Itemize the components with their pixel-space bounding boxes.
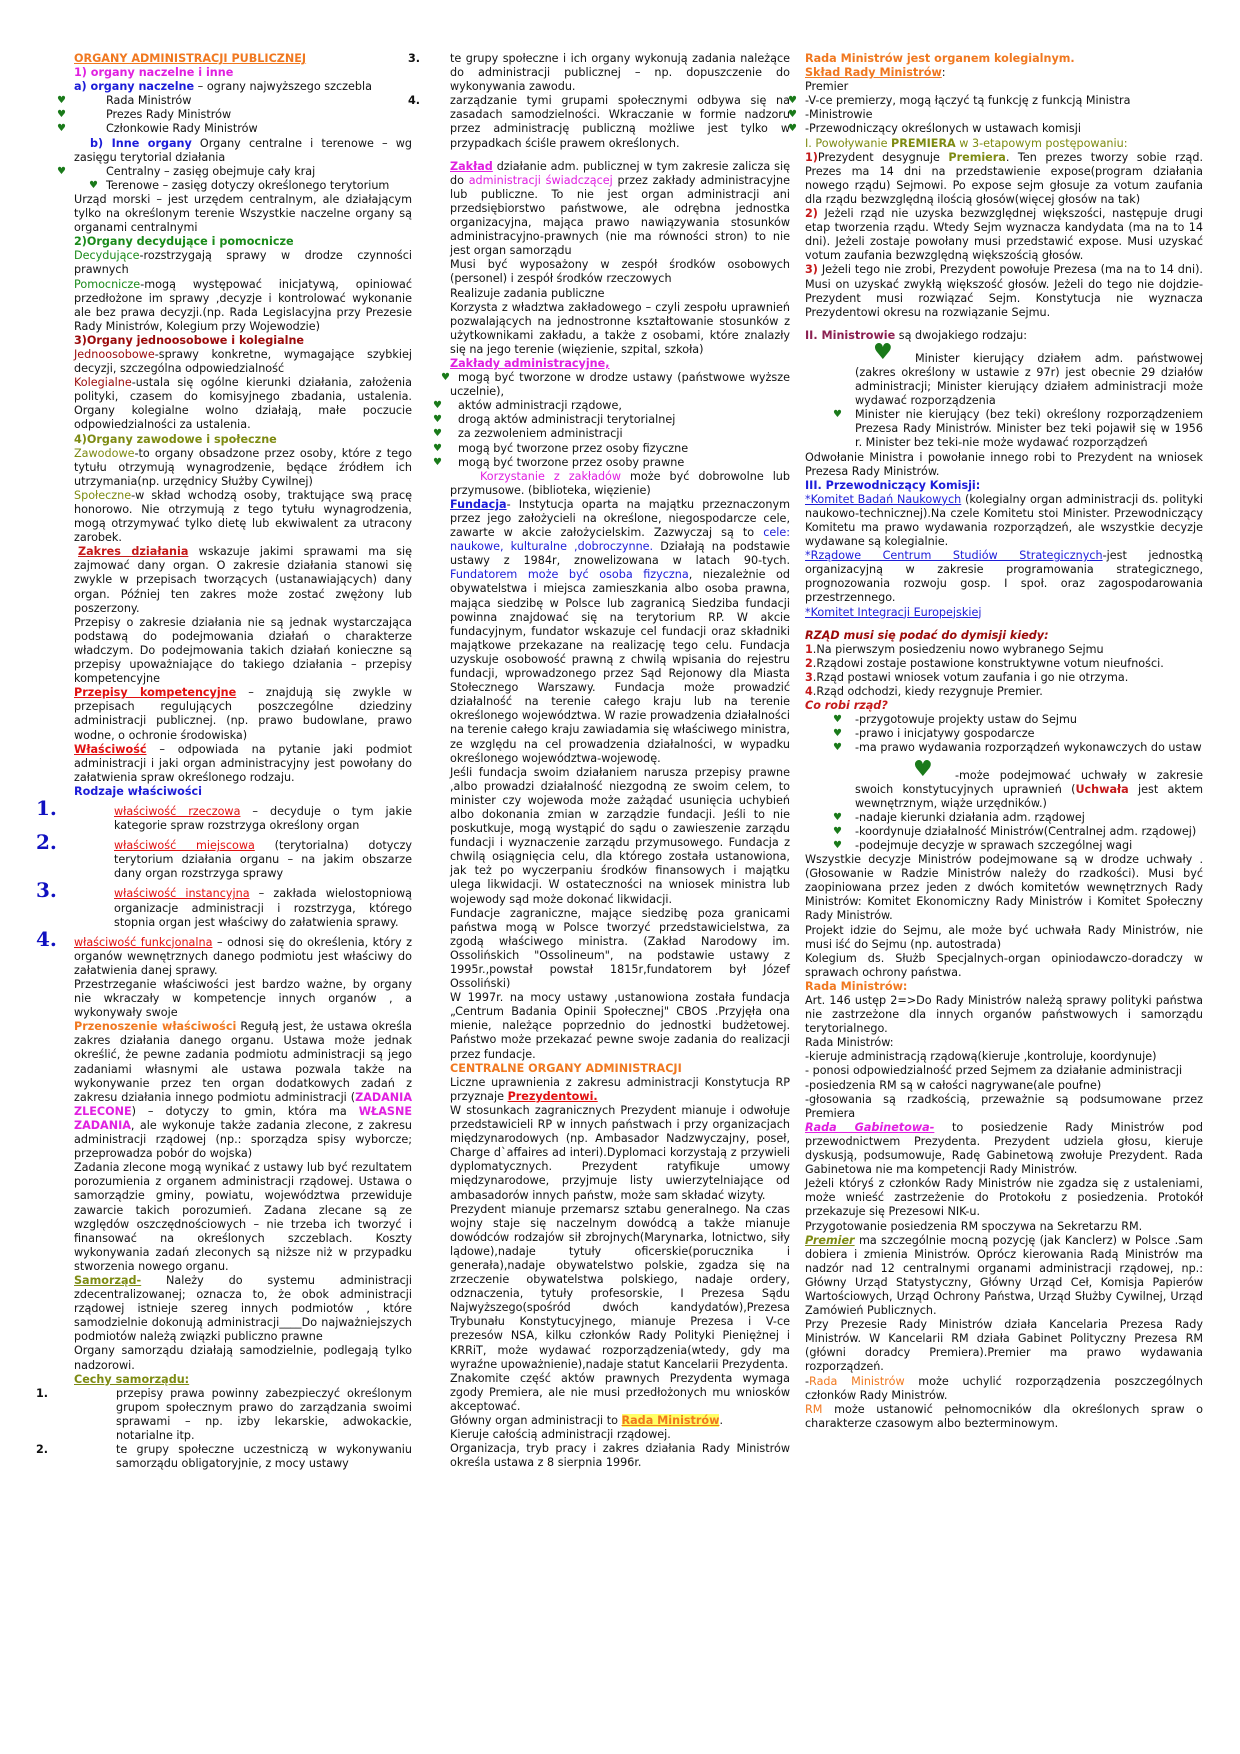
link-rzadowe-centrum[interactable]: *Rządowe Centrum Studiów Strategicznych: [805, 549, 1103, 563]
paragraph: Przepisy o zakresie działania nie są jednak wystarczająca podstawą do podejmowania działań o charakterze władczym. Do podejmowania takich działań konieczne są przepisy upoważniające do takiego działania – przepisy kompetencyjne: [74, 615, 412, 686]
list-item: ♥ -nadaje kierunki działania adm. rządowej: [805, 811, 1203, 825]
section-4-heading: 4)Organy zawodowe i społeczne: [74, 432, 277, 446]
paragraph: Realizuje zadania publiczne: [450, 286, 605, 300]
paragraph: Projekt idzie do Sejmu, ale może być uchwała Rady Ministrów, nie musi iść do Sejmu (np. autostrada): [805, 923, 1203, 951]
term-zakres: Zakres działania: [78, 545, 189, 559]
list-item: ♥ mogą być tworzone w drodze ustawy (państwowe wyższe uczelnie),: [450, 371, 790, 399]
paragraph: Organy samorządu działają samodzielnie, podlegają tylko nadzorowi.: [74, 1344, 412, 1372]
list-item: ♥ -przygotowuje projekty ustaw do Sejmu: [805, 713, 1203, 727]
zaklady-heading: Zakłady administracyjne,: [450, 356, 610, 370]
list-item: ♥ mogą być tworzone przez osoby fizyczne: [450, 442, 790, 456]
list-item: ♥ -Ministrowie: [805, 108, 1203, 122]
paragraph: Odwołanie Ministra i powołanie innego robi to Prezydent na wniosek Prezesa Rady Ministrów.: [805, 450, 1203, 478]
section-3-heading: 3)Organy jednoosobowe i kolegialne: [74, 333, 305, 347]
paragraph: Kolegium ds. Służb Specjalnych-organ opiniodawczo-doradczy w sprawach ochrony państwa.: [805, 951, 1203, 979]
list-item: ♥ mogą być tworzone przez osoby prawne: [450, 456, 790, 470]
przewodniczacy-heading: III. Przewodniczący Komisji:: [805, 478, 981, 492]
paragraph: Organizacja, tryb pracy i zakres działania Rady Ministrów określa ustawa z 8 sierpnia 1996r.: [450, 1442, 790, 1470]
term-korzystanie: Korzystanie z zakładów: [480, 469, 622, 483]
paragraph: Przestrzeganie właściwości jest bardzo ważne, by organy nie wkraczały w kompetencje innych organów , a wykonywały swoje: [74, 978, 412, 1020]
list-item: ♥ Członkowie Rady Ministrów: [74, 122, 412, 136]
term-samorzad: Samorząd-: [74, 1273, 142, 1287]
paragraph: -głosowania są rzadkością, przeważnie są podsumowane przez Premiera: [805, 1092, 1203, 1120]
link-komitet-integracji[interactable]: *Komitet Integracji Europejskiej: [805, 605, 982, 619]
paragraph: Wszystkie decyzje Ministrów podejmowane są w drodze uchwały .(Głosowanie w Radzie Ministrów należy do rzadkości). Musi być zaopiniowana przez jeden z dwóch komitetów wewnętrznych Rady Ministrów: Komitet Ekonomiczny Rady Ministrów i Komitet Społeczny Rady Ministrów.: [805, 853, 1203, 923]
corobi-heading: Co robi rząd?: [805, 699, 888, 713]
link-komitet-badan[interactable]: *Komitet Badań Naukowych: [805, 492, 962, 506]
paragraph: Przy Prezesie Rady Ministrów działa Kancelaria Prezesa Rady Ministrów. W Kancelarii RM działa Gabinet Polityczny Prezesa RM (główni doradcy Premiera).Premier ma prawo wydawania rozporządzeń.: [805, 1318, 1203, 1374]
term-kompetencyjne: Przepisy kompetencyjne: [74, 686, 237, 700]
paragraph: Fundacje zagraniczne, mające siedzibę poza granicami państwa mogą w Polsce tworzyć przedstawicielstwa, za zgodą właściwego ministra. (Zakład Narodowy im. Ossolińskich "Ossolineum", na podstawie ustawy z 1995r.,powstał powstał 1815r,fundatorem był Józef Ossoliński): [450, 906, 790, 991]
paragraph: Jeśli fundacja swoim działaniem narusza przepisy prawne ,albo prowadzi działalność niezgodną ze swoim celem, to minister czy wojewoda może zażądać usunięcia uchybień albo dokonania zmian w zarządzie fundacji. Jeśli to nie poskutkuje, mogą wystąpić do sądu o zawieszenie zarządu fundacji i wyznaczenie zarządu przymusowego. Fundacja z chwilą osiągnięcia celu, dla którego została ustanowiona, jak też po wyczerpaniu środków finansowych i majątku ulega likwidacji. W ostateczności na wniosek ministra lub wojewody sąd może dokonać likwidacji.: [450, 765, 790, 906]
paragraph: W 1997r. na mocy ustawy ,ustanowiona została fundacja „Centrum Badania Opinii Społecznej" CBOS .Przyjęła ona mienie, należące poprzednio do jednostki budżetowej. Państwo może przekazać pewne swoje zadania do realizacji przez fundacje.: [450, 991, 790, 1061]
list-item: 2. te grupy społeczne uczestniczą w wykonywaniu samorządu obligatoryjnie, z mocy ustawy: [36, 1443, 412, 1471]
list-item: ♥ -podejmuje decyzje w sprawach szczególnej wagi: [805, 839, 1203, 853]
rodzaje-heading: Rodzaje właściwości: [74, 784, 202, 798]
term-prezydentowi: Prezydentowi.: [507, 1089, 598, 1103]
paragraph: Urząd morski – jest urzędem centralnym, ale działającym tylko na określonym terenie Wszystkie naczelne organy są organami centralnymi: [74, 192, 412, 235]
term-rada-gabinetowa: Rada Gabinetowa-: [805, 1120, 935, 1134]
list-item: ♥ Prezes Rady Ministrów: [74, 108, 412, 122]
list-item: Premier: [805, 80, 849, 94]
paragraph: Kieruje całością administracji rządowej.: [450, 1428, 671, 1442]
centralne-heading: CENTRALNE ORGANY ADMINISTRACJI: [450, 1061, 682, 1075]
paragraph: Zadania zlecone mogą wynikać z ustawy lub być rezultatem porozumienia z organem administracji rządowej. Ustawa o samorządzie gminy, powiatu, województwa przewiduje zawarcie takich porozumień. Zadana zlecane są ze względów oszczędnościowych – nie trzeba ich tworzyć i finansować na określonych szczeblach. Koszty wykonywania zadań zleconych są niższe niż w przypadku stworzenia nowego organu.: [74, 1161, 412, 1273]
section-1b-heading: b) Inne organy: [90, 136, 192, 150]
list-item: 4. zarządzanie tymi grupami społecznymi odbywa się na zasadach samodzielności. Wkraczanie w formie nadzoru przez administrację publiczną możliwe jest tylko w przypadkach ściśle prawem określonych.: [408, 94, 790, 150]
column-1: ORGANY ADMINISTRACJI PUBLICZNEJ 1) organy naczelne i inne a) organy naczelne – ograny najwyższego szczebla ♥ Rada Ministrów ♥ Prezes Rady Ministrów ♥ Członkowie Rady Ministrów b) Inne organy Organy centralne i terenowe – wg zasięgu terytorial działania ♥ Centralny – zasięg obejmuje cały kraj ♥ Terenowe – zasięg dotyczy określonego terytorium Urząd morski – jest urzędem centralnym, ale działającym tylko na określonym terenie Wszystkie naczelne organy są organami centralnymi 2)Organy decydujące i pomocnicze Decydujące-rozstrzygają sprawy w drodze czynności prawnych Pomocnicze-mogą występować inicjatywą, opiniować przedłożone im sprawy ,decyzje i kontrolować wykonanie ale bez prawa decyzji.(np. Rada Legislacyjna przy Prezesie Rady Ministrów, Kolegium przy Wojewodzie) 3)Organy jednoosobowe i kolegialne Jednoosobowe-sprawy konkretne, wymagające szybkiej decyzji, szczególna odpowiedzialność Kolegialne-ustala się ogólne kierunki działania, założenia polityki, czasem do komisyjnego zbadania, ustalenia. Organy kolegialne wolno działają, małe poczucie odpowiedzialności za ustalenia. 4)Organy zawodowe i społeczne Zawodowe-to organy obsadzone przez osoby, które z tego tytułu otrzymują wynagrodzenie, będące źródłem ich utrzymania(np. urzędnicy Służby Cywilnej) Społeczne-w skład wchodzą osoby, traktujące swą pracę honorowo. Nie otrzymują z tego tytułu wynagrodzenia, mogą otrzymywać tylko dietę lub ekwiwalent za utracony zarobek. Zakres działania wskazuje jakimi sprawami ma się zajmować dany organ. O zakresie działania stanowi się zwykle w przepisach tworzących (ustanawiających) dany organ. Później ten zakres może zostać zwężony lub poszerzony. Przepisy o zakresie działania nie są jednak wystarczająca podstawą do podejmowania działań o charakterze władczym. Do podejmowania takich działań konieczne są przepisy upoważniające do takiego działania – przepisy kompetencyjne Przepisy kompetencyjne – znajdują się zwykle w przepisach regulujących poszczególne dziedziny administracji publicznej. (np. prawo budowlane, prawo wodne, o ochronie środowiska) Właściwość – odpowiada na pytanie jaki podmiot administracji i jaki organ administracyjny jest powołany do załatwienia spraw określonego rodzaju. Rodzaje właściwości 1. właściwość rzeczowa – decyduje o tym jakie kategorie spraw rozstrzyga określony organ 2. właściwość miejscowa (terytorialna) dotyczy terytorium działania organu – na jakim obszarze dany organ rozstrzyga sprawy 3. właściwość instancyjna – zakłada wielostopniową organizacje administracji i rozstrzyga, którego stopnia organ jest właściwy do załatwienia sprawy. 4. właściwość funkcjonalna – odnosi się do określenia, który z organów wewnętrznych danego podmiotu jest właściwy do załatwienia danej sprawy. Przestrzeganie właściwości jest bardzo ważne, by organy nie wkraczały w kompetencje innych organów , a wykonywały swoje Przenoszenie właściwości Regułą jest, że ustawa określa zakres działania danego organu. Ustawa może jednak określić, że pewne zadania podmiotu administracji są jego zadaniami własnymi ale ustawa pozwala także na wykonywanie przez ten organ dodatkowych zadań z zakresu działania innego podmiotu administracji (ZADANIA ZLECONE) – dotyczy to gmin, która ma WŁASNE ZADANIA, ale wykonuje także zadania zlecone, z zakresu administracji rządowej (np.: sporządza spisy wyborcze; przeprowadza pobór do wojska) Zadania zlecone mogą wynikać z ustawy lub być rezultatem porozumienia z organem administracji rządowej. Ustawa o samorządzie gminy, powiatu, województwa przewiduje zawarcie takich porozumień. Zadana zlecane są ze względów oszczędnościowych – nie trzeba ich tworzyć i finansować na określonych szczeblach. Koszty wykonywania zadań zleconych są niższe niż w przypadku stworzenia nowego organu. Samorząd- Należy do systemu administracji zdecentralizowanej; oznacza to, że obok administracji rządowej istnieje szereg innych podmiotów , które samodzielnie dokonują administracji____Do najważniejszych podmiotów należą związki publiczno prawne Organy samorządu działają samodzielnie, podlegają tylko nadzorowi. Cechy samorządu: 1. przepisy prawa powinny zabezpieczyć określonym grupom społecznym prawo do zarządzania swoimi sprawami – np. izby lekarskie, adwokackie, notarialne itp. 2. te grupy społeczne uczestniczą w wykonywaniu samorządu obligatoryjnie, z mocy ustawy: [74, 52, 412, 1471]
term-zaklad: Zakład: [450, 159, 493, 173]
list-item: 4. właściwość funkcjonalna – odnosi się do określenia, który z organów wewnętrznych danego podmiotu jest właściwy do załatwienia danej sprawy.: [36, 926, 412, 977]
list-item: ♥ Minister nie kierujący (bez teki) określony rozporządzeniem Prezesa Rady Ministrów. Minister bez teki pojawił się w 1956 r. Minister bez teki-nie może wydawać rozporządzeń: [805, 408, 1203, 450]
term-wlasciwosc: Właściwość: [74, 742, 147, 756]
document-title: ORGANY ADMINISTRACJI PUBLICZNEJ: [74, 52, 307, 65]
paragraph: -kieruje administracją rządową(kieruje ,kontroluje, koordynuje): [805, 1050, 1157, 1064]
list-item: ♥ -Przewodniczący określonych w ustawach komisji: [805, 122, 1203, 136]
paragraph: Korzysta z władztwa zakładowego – czyli zespołu uprawnień pozwalających na jednostronne kształtowanie stosunków z użytkownikami zakładu, a także z osobami, które znalazły się na jego terenie (więzienie, szpital, szkoła): [450, 300, 790, 356]
section-2-heading: 2)Organy decydujące i pomocnicze: [74, 235, 294, 249]
paragraph: Przygotowanie posiedzenia RM spoczywa na Sekretarzu RM.: [805, 1219, 1143, 1233]
list-item: ♥ -V-ce premierzy, mogą łączyć tą funkcję z funkcją Ministra: [805, 94, 1203, 108]
list-item: ♥ drogą aktów administracji terytorialnej: [450, 413, 790, 427]
list-item: ♥ aktów administracji rządowe,: [450, 399, 790, 413]
paragraph: Jeżeli któryś z członków Rady Ministrów nie zgadza się z ustaleniami, może wnieść zastrzeżenie do Protokołu z posiedzenia. Protokół przekazuje się Prezesowi NIK-u.: [805, 1177, 1203, 1219]
paragraph: -posiedzenia RM są w całości nagrywane(ale poufne): [805, 1078, 1102, 1092]
column-2: 3. te grupy społeczne i ich organy wykonują zadania należące do administracji publicznej – np. dopuszczenie do wykonywania zawodu. 4. zarządzanie tymi grupami społecznymi odbywa się na zasadach samodzielności. Wkraczanie w formie nadzoru przez administrację publiczną możliwe jest tylko w przypadkach ściśle prawem określonych. Zakład działanie adm. publicznej w tym zakresie zalicza się do administracji świadczącej przez zakłady administracyjne lub publiczne. To nie jest organ administracji ani przedsiębiorstwo państwowe, ale odrębna jednostka organizacyjna, mająca prawo nawiązywania stosunków administracyjno-prawnych (nie ma równości stron) to nie jest organ samorządu Musi być wyposażony w zespół środków osobowych (personel) i zespół środków rzeczowych Realizuje zadania publiczne Korzysta z władztwa zakładowego – czyli zespołu uprawnień pozwalających na jednostronne kształtowanie stosunków z użytkownikami zakładu, a także z osobami, które znalazły się na jego terenie (więzienie, szpital, szkoła) Zakłady administracyjne, ♥ mogą być tworzone w drodze ustawy (państwowe wyższe uczelnie), ♥ aktów administracji rządowe, ♥ drogą aktów administracji terytorialnej ♥ za zezwoleniem administracji ♥ mogą być tworzone przez osoby fizyczne ♥ mogą być tworzone przez osoby prawne Korzystanie z zakładów może być dobrowolne lub przymusowe. (biblioteka, więzienie) Fundacja- Instytucja oparta na majątku przeznaczonym przez jego założycieli na określone, niegospodarcze cele, zawarte w akcie założycielskim. Zazwyczaj są to cele: naukowe, kulturalne ,dobroczynne. Działają na podstawie ustawy z 1984r, znowelizowana w latach 90-tych. Fundatorem może być osoba fizyczna, niezależnie od obywatelstwa i miejsca zamieszkania albo osoba prawna, mająca siedzibę w Polsce lub zagranicą Siedziba fundacji powinna znajdować się na terytorium RP. W akcie fundacyjnym, fundator wskazuje cel fundacji oraz składniki majątkowe przekazane na realizację tego celu. Fundacja uzyskuje osobowość prawną z chwilą wpisania do rejestru fundacji, wprowadzonego przez Sąd Rejonowy dla Miasta Stołecznego Warszawy. Fundacja może prowadzić działalność na terenie całego kraju lub na terenie określonego województwa. W razie prowadzenia działalności na terenie całego kraju zawiadamia się właściwego ministra, ze względu na cel prowadzenia działalności, w wypadku określonego województwa-wojewodę. Jeśli fundacja swoim działaniem narusza przepisy prawne ,albo prowadzi działalność niezgodną ze swoim celem, to minister czy wojewoda może zażądać usunięcia uchybień albo dokonania zmian w zarządzie fundacji. Jeśli to nie poskutkuje, mogą wystąpić do sądu o zawieszenie zarządu fundacji i wyznaczenie zarządu przymusowego. Fundacja z chwilą osiągnięcia celu, dla którego została ustanowiona, jak też po wyczerpaniu środków finansowych i majątku ulega likwidacji. W ostateczności na wniosek ministra lub wojewody sąd może dokonać likwidacji. Fundacje zagraniczne, mające siedzibę poza granicami państwa mogą w Polsce tworzyć przedstawicielstwa, za zgodą właściwego ministra. (Zakład Narodowy im. Ossolińskich "Ossolineum", na podstawie ustawy z 1995r.,powstał powstał 1815r,fundatorem był Józef Ossoliński) W 1997r. na mocy ustawy ,ustanowiona została fundacja „Centrum Badania Opinii Społecznej" CBOS .Przyjęła ona mienie, należące poprzednio do jednostki budżetowej. Państwo może przekazać pewne swoje zadania do realizacji przez fundacje. CENTRALNE ORGANY ADMINISTRACJI Liczne uprawnienia z zakresu administracji Konstytucja RP przyznaje Prezydentowi. W stosunkach zagranicznych Prezydent mianuje i odwołuje przedstawicieli RP w innych państwach i przy organizacjach międzynarodowych (np. Ambasador Nadzwyczajny, poseł, Charge d`affaires ad interi).Dyplomaci korzystają z przywieli dyplomatycznych. Prezydent ratyfikuje umowy międzynarodowe, przyjmuje listy uwierzytelniające od ambasadorów innych państw, może sam składać wizyty. Prezydent mianuje przemarsz sztabu generalnego. Na czas wojny staje się naczelnym dowódcą a także mianuje dowódców rodzajów sił zbrojnych(Marynarka, lotnictwo, siły lądowe),nadaje tytuły oficerskie(porucznika i generała),nadaje obywatelstwo polskie, zgadza się na zrzeczenie obywatelstwa polskiego, nadaje ordery, odznaczenia, tytuły profesorskie, I Prezesa Sądu Najwyższego(spośród dwóch kandydatów),Prezesa Trybunału Konstytucyjnego, mianuje Prezesa i V-ce prezesów NSA, kilku członków Rady Polityki Pieniężnej i KRRiT, może wydawać rozporządzenia(wtedy, gdy ma wyraźne upoważnienie),nadaje statut Kancelarii Prezydenta. Znakomite część aktów prawnych Prezydenta wymaga zgody Premiera, ale nie musi przedłożonych mu wniosków akceptować. Główny organ administracji to Rada Ministrów. Kieruje całością administracji rządowej. Organizacja, tryb pracy i zakres działania Rady Ministrów określa ustawa z 8 sierpnia 1996r.: [450, 52, 790, 1470]
term-rada-ministrow: Rada Ministrów: [621, 1414, 720, 1427]
list-item: ♥ -koordynuje działalność Ministrów(Centralnej adm. rządowej): [805, 825, 1203, 839]
term-fundacja: Fundacja: [450, 497, 507, 511]
rm-kolegialny: Rada Ministrów jest organem kolegialnym.: [805, 52, 1075, 65]
section-1a-heading: a) organy naczelne: [74, 80, 195, 94]
ministrowie-heading: II. Ministrowie: [805, 328, 896, 342]
list-item: ♥ Rada Ministrów: [74, 94, 412, 108]
paragraph: Rada Ministrów:: [805, 1036, 894, 1050]
list-item: ♥ za zezwoleniem administracji: [450, 427, 790, 441]
dymisja-heading: RZĄD musi się podać do dymisji kiedy:: [805, 628, 1049, 642]
list-item: ♥ Centralny – zasięg obejmuje cały kraj: [74, 165, 412, 179]
term-premier: Premier: [805, 1233, 855, 1247]
cechy-heading: Cechy samorządu:: [74, 1372, 190, 1386]
paragraph: Prezydent mianuje przemarsz sztabu generalnego. Na czas wojny staje się naczelnym dowódcą a także mianuje dowódców rodzajów sił zbrojnych(Marynarka, lotnictwo, siły lądowe),nadaje tytuły oficerskie(porucznika i generała),nadaje obywatelstwo polskie, zgadza się na zrzeczenie obywatelstwa polskiego, nadaje ordery, odznaczenia, tytuły profesorskie, I Prezesa Sądu Najwyższego(spośród dwóch kandydatów),Prezesa Trybunału Konstytucyjnego, mianuje Prezesa i V-ce prezesów NSA, kilku członków Rady Polityki Pieniężnej i KRRiT, może wydawać rozporządzenia(wtedy, gdy ma wyraźne upoważnienie),nadaje statut Kancelarii Prezydenta.: [450, 1202, 790, 1371]
paragraph: Znakomite część aktów prawnych Prezydenta wymaga zgody Premiera, ale nie musi przedłożonych mu wniosków akceptować.: [450, 1371, 790, 1413]
paragraph: Art. 146 ustęp 2=>Do Rady Ministrów należą sprawy polityki państwa nie zastrzeżone dla innych organów państwowych i samorządu terytorialnego.: [805, 994, 1203, 1036]
list-item: 2. właściwość miejscowa (terytorialna) dotyczy terytorium działania organu – na jakim obszarze dany organ rozstrzyga sprawy: [36, 830, 412, 881]
list-item: 1. właściwość rzeczowa – decyduje o tym jakie kategorie spraw rozstrzyga określony organ: [36, 795, 412, 833]
section-1-heading: 1) organy naczelne i inne: [74, 66, 234, 80]
rm-heading: Rada Ministrów:: [805, 979, 908, 993]
sklad-heading: Skład Rady Ministrów: [805, 66, 942, 80]
paragraph: W stosunkach zagranicznych Prezydent mianuje i odwołuje przedstawicieli RP w innych państwach i przy organizacjach międzynarodowych (np. Ambasador Nadzwyczajny, poseł, Charge d`affaires ad interi).Dyplomaci korzystają z przywieli dyplomatycznych. Prezydent ratyfikuje umowy międzynarodowe, przyjmuje listy uwierzytelniające od ambasadorów innych państw, może sam składać wizyty.: [450, 1103, 790, 1202]
paragraph: - ponosi odpowiedzialność przed Sejmem za działanie administracji: [805, 1064, 1183, 1078]
list-item: 3. właściwość instancyjna – zakłada wielostopniową organizacje administracji i rozstrzyga, którego stopnia organ jest właściwy do załatwienia sprawy.: [36, 878, 413, 929]
list-item: ♥ -prawo i inicjatywy gospodarcze: [805, 727, 1203, 741]
column-3: Rada Ministrów jest organem kolegialnym. Skład Rady Ministrów: Premier ♥ -V-ce premierzy, mogą łączyć tą funkcję z funkcją Ministra ♥ -Ministrowie ♥ -Przewodniczący określonych w ustawach komisji I. Powoływanie PREMIERA w 3-etapowym postępowaniu: 1)Prezydent desygnuje Premiera. Ten prezes tworzy sobie rząd. Prezes ma 14 dni na przedstawienie expose(program działania nowego rządu) Sejmowi. Po expose sejm głosuje za votum zaufania dla rządu bezwzględną ilością głosów(więcej głosów na tak) 2) Jeżeli rząd nie uzyska bezwzględnej większości, następuje drugi etap tworzenia rządu. Wtedy Sejm wyznacza kandydata (ma na to 14 dni). Jeżeli zostaje powołany musi przedstawić expose. Musi uzyskać votum zaufania bezwzględną większością głosów. 3) Jeżeli tego nie zrobi, Prezydent powołuje Prezesa (ma na to 14 dni). Musi on uzyskać zwykłą większość głosów. Jeżeli do tego nie dojdzie-Prezydent musi rozwiązać Sejm. Konstytucja nie wyznacza Prezydentowi okresu na rozwiązanie Sejmu. II. Ministrowie są dwojakiego rodzaju: ♥ Minister kierujący działem adm. państwowej (zakres określony w ustawie z 97r) jest obecnie 29 działów administracji; Minister kierujący działem administracji może wydawać rozporządzenia ♥ Minister nie kierujący (bez teki) określony rozporządzeniem Prezesa Rady Ministrów. Minister bez teki pojawił się w 1956 r. Minister bez teki-nie może wydawać rozporządzeń Odwołanie Ministra i powołanie innego robi to Prezydent na wniosek Prezesa Rady Ministrów. III. Przewodniczący Komisji: *Komitet Badań Naukowych (kolegialny organ administracji ds. polityki naukowo-technicznej).Na czele Komitetu stoi Minister. Przewodniczący Komitetu ma prawo wydawania rozporządzeń, ale wszystkie decyzje wydawane są kolegialnie. *Rządowe Centrum Studiów Strategicznych-jest jednostką organizacyjną w zakresie programowania strategicznego, prognozowania rozwoju gosp. I społ. oraz zagospodarowania przestrzennego. *Komitet Integracji Europejskiej RZĄD musi się podać do dymisji kiedy: 1.Na pierwszym posiedzeniu nowo wybranego Sejmu 2.Rządowi zostaje postawione konstruktywne votum nieufności. 3.Rząd postawi wniosek votum zaufania i go nie otrzyma. 4.Rząd odchodzi, kiedy rezygnuje Premier. Co robi rząd? ♥ -przygotowuje projekty ustaw do Sejmu ♥ -prawo i inicjatywy gospodarcze ♥ -ma prawo wydawania rozporządzeń wykonawczych do ustaw ♥ -może podejmować uchwały w zakresie swoich konstytucyjnych uprawnień (Uchwała jest aktem wewnętrznym, wiąże urzędników.) ♥ -nadaje kierunki działania adm. rządowej ♥ -koordynuje działalność Ministrów(Centralnej adm. rządowej) ♥ -podejmuje decyzje w sprawach szczególnej wagi Wszystkie decyzje Ministrów podejmowane są w drodze uchwały .(Głosowanie w Radzie Ministrów należy do rzadkości). Musi być zaopiniowana przez jeden z dwóch komitetów wewnętrznych Rady Ministrów: Komitet Ekonomiczny Rady Ministrów i Komitet Społeczny Rady Ministrów. Projekt idzie do Sejmu, ale może być uchwała Rady Ministrów, nie musi iść do Sejmu (np. autostrada) Kolegium ds. Służb Specjalnych-organ opiniodawczo-doradczy w sprawach ochrony państwa. Rada Ministrów: Art. 146 ustęp 2=>Do Rady Ministrów należą sprawy polityki państwa nie zastrzeżone dla innych organów państwowych i samorządu terytorialnego. Rada Ministrów: -kieruje administracją rządową(kieruje ,kontroluje, koordynuje) - ponosi odpowiedzialność przed Sejmem za działanie administracji -posiedzenia RM są w całości nagrywane(ale poufne) -głosowania są rzadkością, przeważnie są podsumowane przez Premiera Rada Gabinetowa- to posiedzenie Rady Ministrów pod przewodnictwem Prezydenta. Prezydent udziela głosu, kieruje dyskusją, podsumowuje, Radę Gabinetową zwołuje Prezydent. Rada Gabinetowa nie ma kompetencji Rady Ministrów. Jeżeli któryś z członków Rady Ministrów nie zgadza się z ustaleniami, może wnieść zastrzeżenie do Protokołu z posiedzenia. Protokół przekazuje się Prezesowi NIK-u. Przygotowanie posiedzenia RM spoczywa na Sekretarzu RM. Premier ma szczególnie mocną pozycję (jak Kanclerz) w Polsce .Sam dobiera i zmienia Ministrów. Oprócz kierowania Radą Ministrów ma nadzór nad 12 centralnymi organami administracji rządowej, np.: Główny Urząd Statystyczny, Główny Urząd Ceł, Komisja Papierów Wartościowych, Urząd Ochrony Państwa, Urząd Służby Cywilnej, Urząd Zamówień Publicznych. Przy Prezesie Rady Ministrów działa Kancelaria Prezesa Rady Ministrów. W Kancelarii RM działa Gabinet Polityczny Prezesa RM (główni doradcy Premiera).Premier ma prawo wydawania rozporządzeń. -Rada Ministrów może uchylić rozporządzenia poszczególnych członków Rady Ministrów. RM może ustanowić pełnomocników dla określonych spraw o charakterze czasowym albo bezterminowym.: [805, 52, 1203, 1431]
term-przenoszenie: Przenoszenie właściwości: [74, 1020, 237, 1034]
list-item: ♥ Minister kierujący działem adm. państwowej (zakres określony w ustawie z 97r) jest obecnie 29 działów administracji; Minister kierujący działem administracji może wydawać rozporządzenia: [805, 352, 1203, 408]
list-item: ♥ Terenowe – zasięg dotyczy określonego terytorium: [74, 179, 412, 193]
list-item: ♥ -ma prawo wydawania rozporządzeń wykonawczych do ustaw: [805, 741, 1203, 755]
paragraph: Musi być wyposażony w zespół środków osobowych (personel) i zespół środków rzeczowych: [450, 258, 790, 286]
list-item: 3. te grupy społeczne i ich organy wykonują zadania należące do administracji publicznej – np. dopuszczenie do wykonywania zawodu.: [408, 52, 790, 94]
list-item: 1. przepisy prawa powinny zabezpieczyć określonym grupom społecznym prawo do zarządzania swoimi sprawami – np. izby lekarskie, adwokackie, notarialne itp.: [36, 1386, 412, 1442]
